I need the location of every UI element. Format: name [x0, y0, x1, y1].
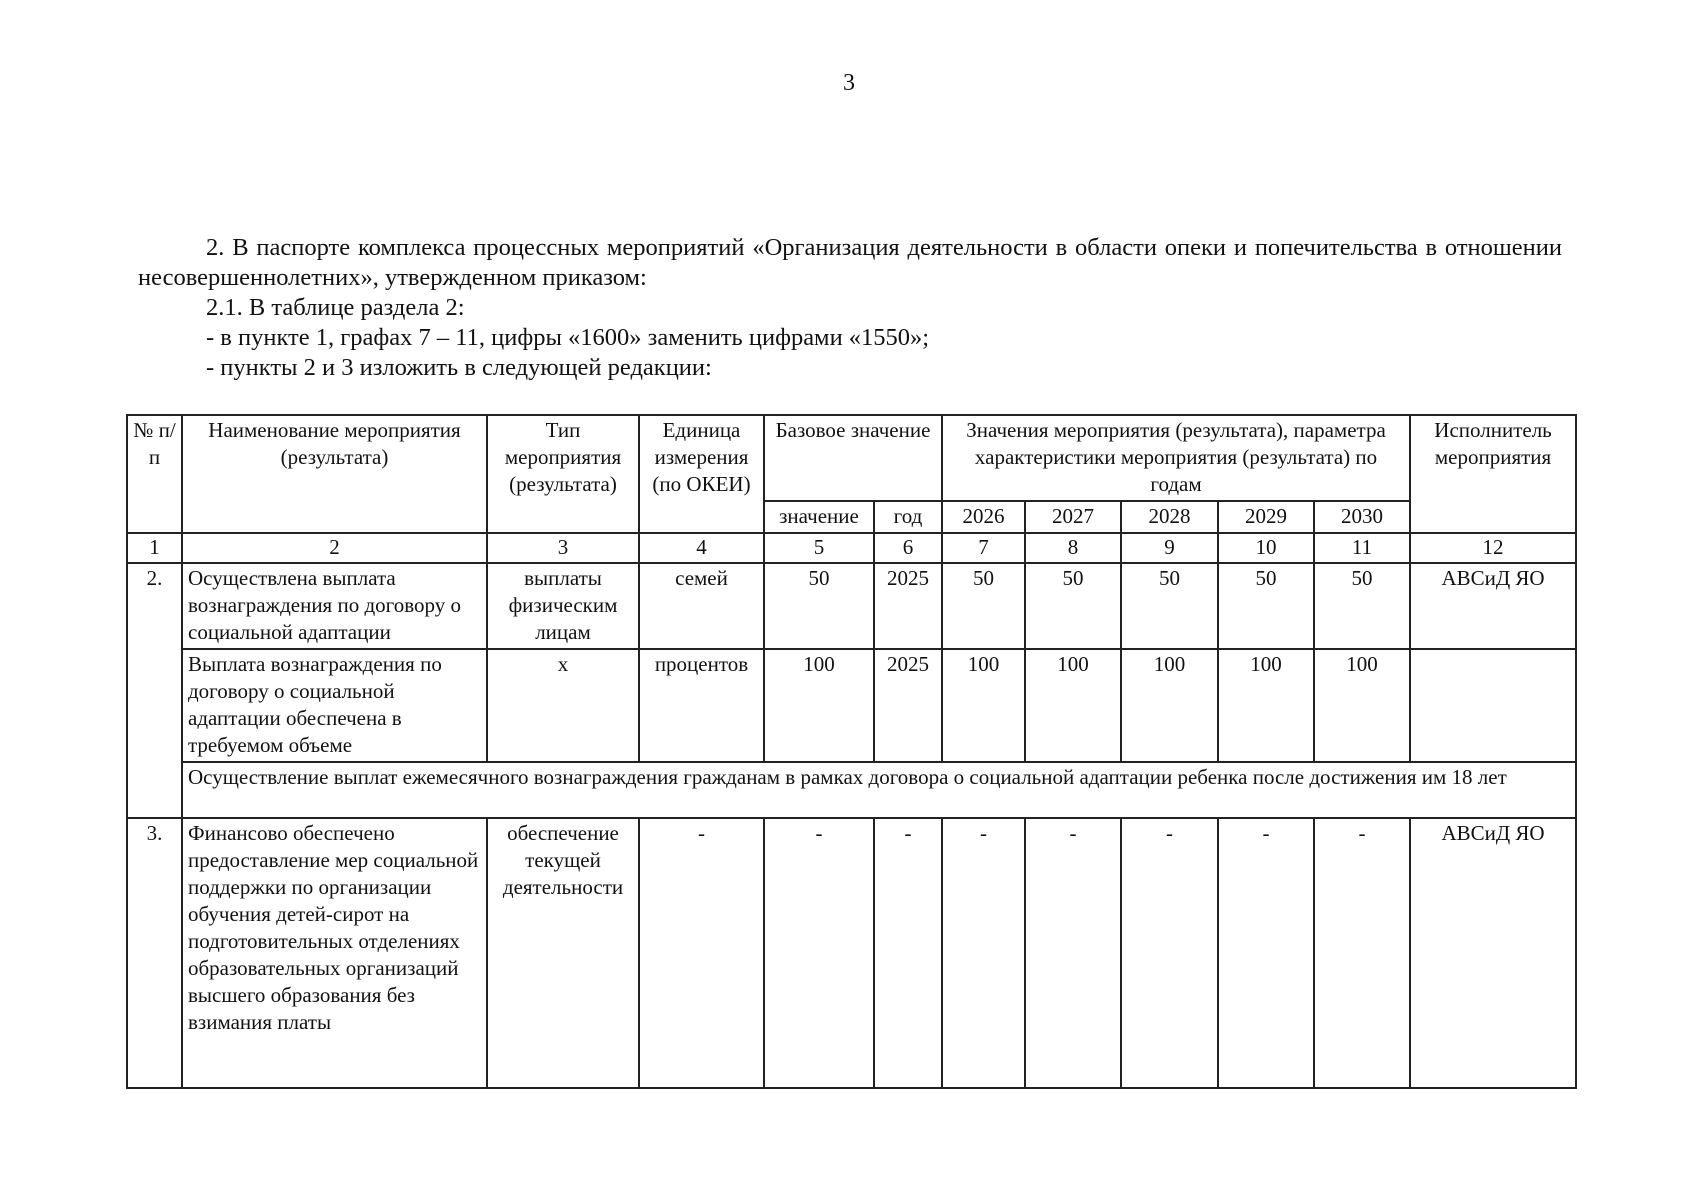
unit-of-measure: - — [639, 818, 764, 1088]
header-executor: Исполнитель мероприятия — [1410, 415, 1576, 533]
unit-of-measure: семей — [639, 563, 764, 649]
header-base-value: значение — [764, 501, 874, 533]
header-year-2026: 2026 — [942, 501, 1025, 533]
unit-of-measure: процентов — [639, 649, 764, 762]
column-number: 11 — [1314, 533, 1410, 563]
executor: АВСиД ЯО — [1410, 563, 1576, 649]
column-number: 6 — [874, 533, 942, 563]
table-row-2b — [127, 649, 1576, 762]
table-row-3 — [127, 818, 1576, 1088]
header-values-by-year: Значения мероприятия (результата), параметра характеристики мероприятия (результата) по годам — [942, 415, 1410, 501]
column-number: 1 — [127, 533, 182, 563]
paragraph-table-section: 2.1. В таблице раздела 2: — [206, 294, 465, 321]
base-value: 100 — [764, 649, 874, 762]
value-2029: 100 — [1218, 649, 1314, 762]
column-number: 7 — [942, 533, 1025, 563]
header-type: Тип мероприятия (результата) — [487, 415, 639, 533]
base-value: - — [764, 818, 874, 1088]
column-number: 9 — [1121, 533, 1218, 563]
value-2027: - — [1025, 818, 1121, 1088]
value-2029: 50 — [1218, 563, 1314, 649]
activity-type: х — [487, 649, 639, 762]
header-year-2028: 2028 — [1121, 501, 1218, 533]
base-year: - — [874, 818, 942, 1088]
column-number: 4 — [639, 533, 764, 563]
header-base-year: год — [874, 501, 942, 533]
column-number: 8 — [1025, 533, 1121, 563]
executor: АВСиД ЯО — [1410, 818, 1576, 1088]
value-2026: 100 — [942, 649, 1025, 762]
value-2028: 100 — [1121, 649, 1218, 762]
header-year-2029: 2029 — [1218, 501, 1314, 533]
activity-type: выплаты физическим лицам — [487, 563, 639, 649]
header-num: № п/п — [127, 415, 182, 533]
paragraph-replace-figures: - в пункте 1, графах 7 – 11, цифры «1600» заменить цифрами «1550»; — [206, 324, 930, 351]
page-number: 3 — [843, 70, 855, 96]
column-number: 3 — [487, 533, 639, 563]
header-row-1 — [127, 415, 1576, 501]
value-2029: - — [1218, 818, 1314, 1088]
activity-name: Финансово обеспечено предоставление мер социальной поддержки по организации обучения детей-сирот на подготовительных отделениях образовательных организаций высшего образования без взимания платы — [182, 818, 487, 1088]
paragraph-passport: 2. В паспорте комплекса процессных мероприятий «Организация деятельности в области опеки и попечительства в отношении несовершеннолетних», утвержденном приказом: — [138, 234, 1562, 291]
activity-name: Выплата вознаграждения по договору о социальной адаптации обеспечена в требуемом объеме — [182, 649, 487, 762]
value-2026: - — [942, 818, 1025, 1088]
column-number: 5 — [764, 533, 874, 563]
column-number: 12 — [1410, 533, 1576, 563]
amendment-text — [138, 233, 1562, 383]
activities-table — [126, 414, 1577, 1089]
header-base: Базовое значение — [764, 415, 942, 501]
base-value: 50 — [764, 563, 874, 649]
column-number: 10 — [1218, 533, 1314, 563]
header-year-2030: 2030 — [1314, 501, 1410, 533]
activity-name: Осуществлена выплата вознаграждения по договору о социальной адаптации — [182, 563, 487, 649]
header-year-2027: 2027 — [1025, 501, 1121, 533]
paragraph-restate-items: - пункты 2 и 3 изложить в следующей редакции: — [206, 354, 712, 381]
header-name: Наименование мероприятия (результата) — [182, 415, 487, 533]
value-2026: 50 — [942, 563, 1025, 649]
base-year: 2025 — [874, 563, 942, 649]
column-number: 2 — [182, 533, 487, 563]
activity-type: обеспечение текущей деятельности — [487, 818, 639, 1088]
base-year: 2025 — [874, 649, 942, 762]
value-2030: - — [1314, 818, 1410, 1088]
column-number-row — [127, 533, 1576, 563]
row-number: 2. — [127, 563, 182, 818]
value-2028: 50 — [1121, 563, 1218, 649]
row-number: 3. — [127, 818, 182, 1088]
value-2028: - — [1121, 818, 1218, 1088]
value-2027: 100 — [1025, 649, 1121, 762]
activity-description: Осуществление выплат ежемесячного вознаграждения гражданам в рамках договора о социальной адаптации ребенка после достижения им 18 лет — [182, 762, 1576, 818]
value-2030: 50 — [1314, 563, 1410, 649]
executor — [1410, 649, 1576, 762]
table-row-2-description — [127, 762, 1576, 818]
table-row-2a — [127, 563, 1576, 649]
value-2027: 50 — [1025, 563, 1121, 649]
value-2030: 100 — [1314, 649, 1410, 762]
header-unit: Единица измерения (по ОКЕИ) — [639, 415, 764, 533]
